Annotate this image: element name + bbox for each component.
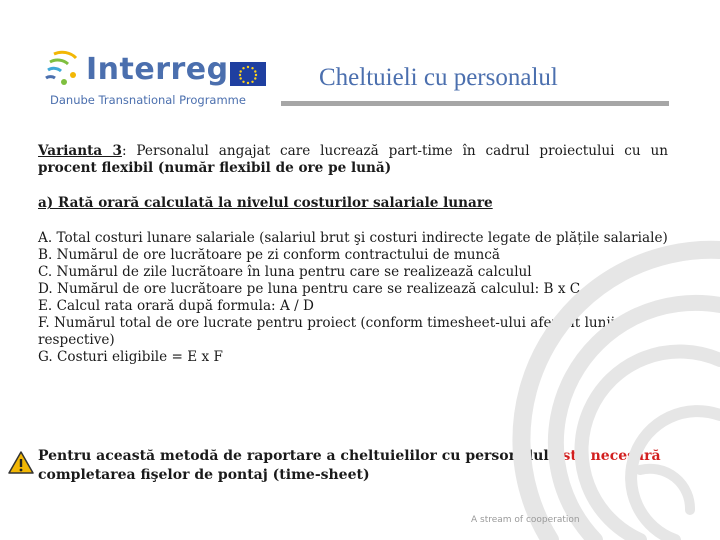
list-item: D. Numărul de ore lucrătoare pe luna pentru care se realizează calculul: B x C <box>38 281 581 297</box>
eu-flag-icon <box>230 62 266 86</box>
variant-text: : Personalul angajat care lucrează part-time în cadrul proiectului cu un <box>121 143 669 159</box>
list-item: E. Calcul rata orară după formula: A / D <box>38 298 314 314</box>
note-text: Pentru această metodă de raportare a cheltuielilor cu personalul <box>38 448 554 464</box>
decorative-swirl-graphic <box>490 210 720 540</box>
list-item: B. Numărul de ore lucrătoare pe zi conform contractului de muncă <box>38 247 501 263</box>
footer-tagline: A stream of cooperation <box>471 515 580 525</box>
section-a-heading: a) Rată orară calculată la nivelul costurilor salariale lunare <box>38 195 493 211</box>
list-item: A. Total costuri lunare salariale (salariul brut şi costuri indirecte legate de plățile salariale) <box>38 230 668 246</box>
slide-title: Cheltuieli cu personalul <box>319 64 558 91</box>
list-item: G. Costuri eligibile = E x F <box>38 349 223 365</box>
warning-icon <box>8 450 34 476</box>
note-required: este necesară <box>553 448 661 464</box>
variant-paragraph <box>38 143 668 177</box>
logo-wordmark: Interreg <box>86 52 229 87</box>
list-item: C. Numărul de zile lucrătoare în luna pentru care se realizează calculul <box>38 264 532 280</box>
list-item: F. Numărul total de ore lucrate pentru proiect (conform timesheet-ului aferent lunii respective) <box>38 315 616 348</box>
logo-subtitle: Danube Transnational Programme <box>50 93 246 107</box>
note-text-end: completarea fişelor de pontaj (time-sheet) <box>38 467 370 483</box>
interreg-logo <box>40 48 270 112</box>
variant-label: Varianta 3 <box>38 143 122 159</box>
title-divider <box>281 101 669 106</box>
variant-emphasis: procent flexibil (număr flexibil de ore pe lună) <box>38 160 392 176</box>
interreg-swirl-icon <box>40 48 90 92</box>
